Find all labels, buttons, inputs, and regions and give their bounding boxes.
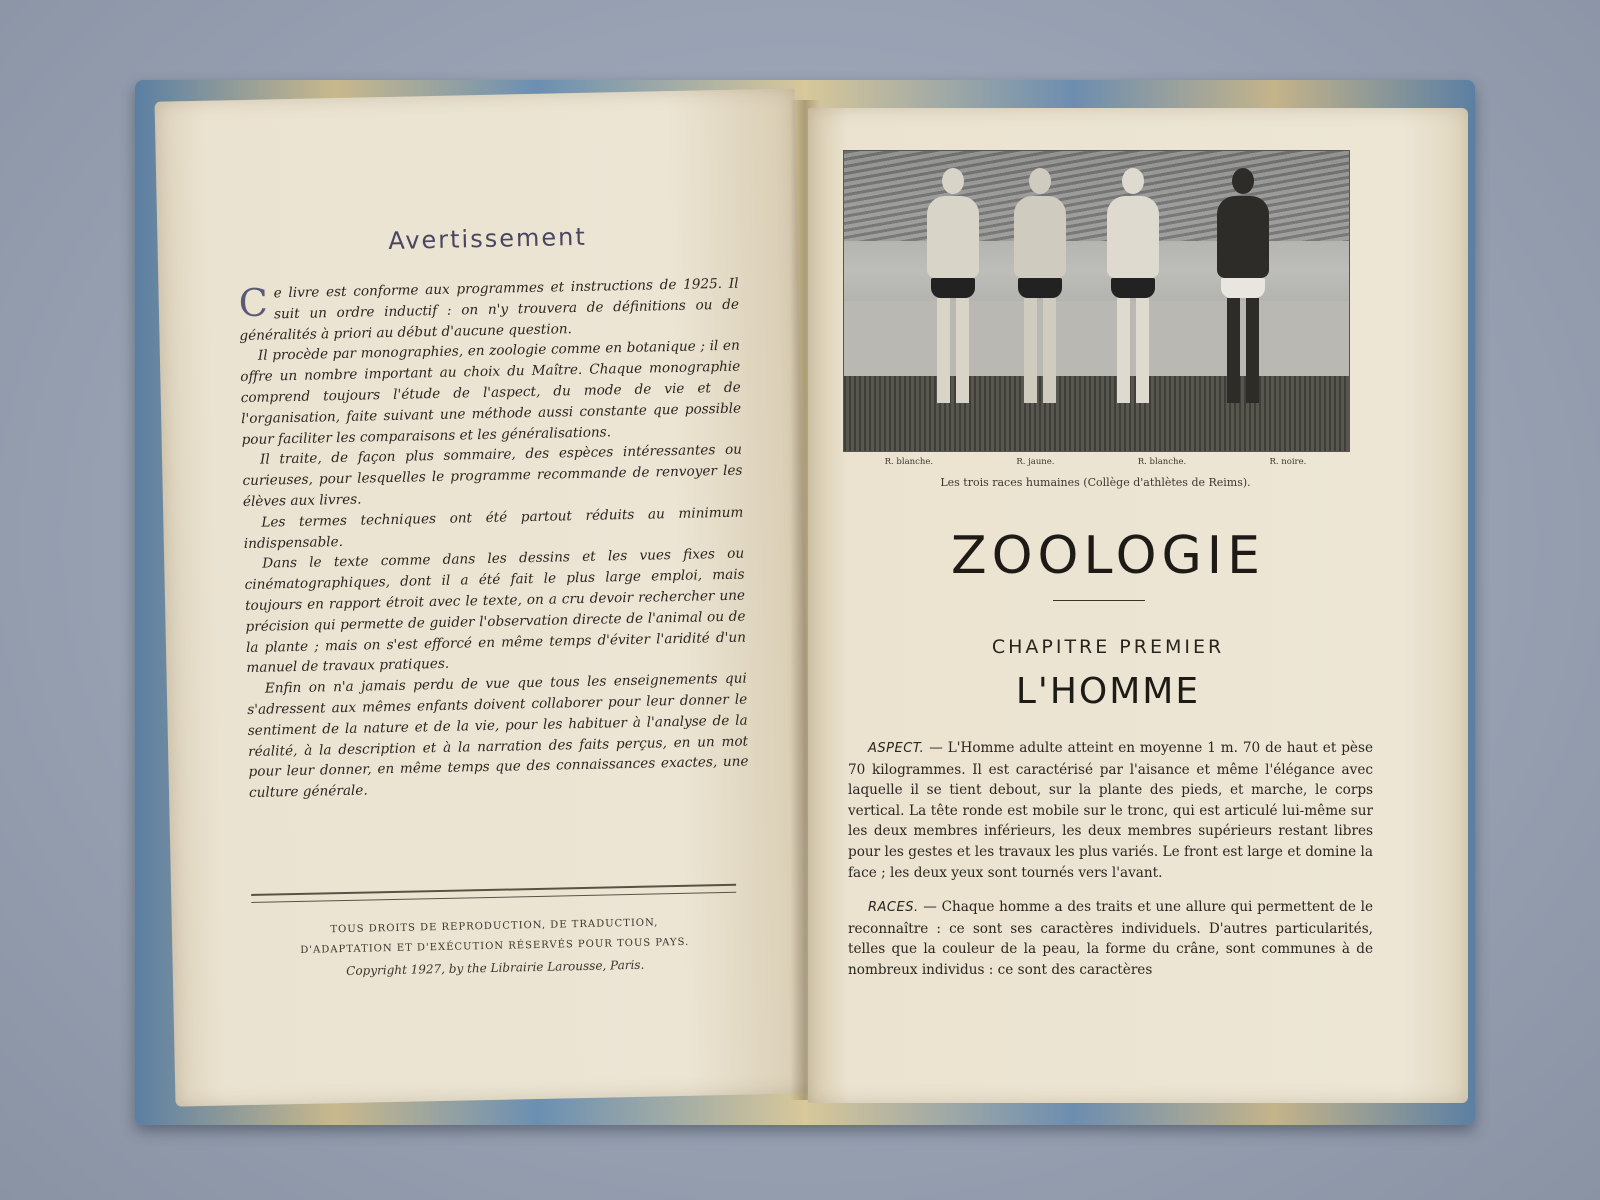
section-aspect-text: — L'Homme adulte atteint en moyenne 1 m. 70 de haut et pèse 70 kilogrammes. Il est caractérisé par l'aisance et même l'élégance avec laquelle il se tient debout, sur la plante des pieds, et marche, le corps vertical. La tête ronde est mobile sur le tronc, qui est articulé lui-même sur les deux membres inférieurs, les deux membres supérieurs restant libres pour les gestes et les travaux les plus variés. Le front est large et domine la face ; les deux yeux sont tournés vers l'avant. (848, 740, 1373, 881)
athletes-photograph (843, 150, 1350, 452)
title-rule (1053, 600, 1145, 601)
athlete-trunks (1018, 278, 1062, 298)
preface-paragraph-1-text: e livre est conforme aux programmes et instructions de 1925. Il suit un ordre inductif : on n'y trouvera de définitions ou de généralités à priori au début d'aucune question. (239, 275, 740, 344)
athlete-figure-2 (1009, 168, 1071, 403)
photo-caption: Les trois races humaines (Collège d'athlètes de Reims). (940, 476, 1251, 489)
photo-label-4: R. noire. (1269, 457, 1307, 467)
section-races-lead: RACES. (868, 900, 919, 916)
preface-paragraph-5: Dans le texte comme dans les dessins et les vues fixes ou cinématographiques, dont il a été fait le plus large emploi, mais toujours en rapport étroit avec le texte, on a cru devoir rechercher une précision qui permette de guider l'observation directe de l'animal ou de la plante ; mais on s'est efforcé en même temps d'éviter l'aridité d'un manuel de travaux pratiques. (244, 545, 747, 677)
athlete-figure-4 (1212, 168, 1274, 403)
athlete-torso (927, 196, 979, 278)
athlete-head (1122, 168, 1144, 194)
athlete-head (1029, 168, 1051, 194)
athlete-head (1232, 168, 1254, 194)
preface-paragraph-1 (238, 274, 739, 347)
athlete-trunks (1111, 278, 1155, 298)
athlete-legs (1020, 298, 1060, 403)
chapter-subject: L'HOMME (1015, 671, 1201, 712)
preface-block (237, 220, 749, 804)
section-aspect (848, 738, 1373, 883)
preface-title: Avertissement (387, 222, 587, 255)
athlete-torso (1107, 196, 1159, 278)
copyright-line: Copyright 1927, by the Librairie Larousse, Paris. (346, 957, 645, 978)
section-races (848, 897, 1373, 980)
athlete-legs (1223, 298, 1263, 403)
athlete-trunks (1221, 278, 1265, 298)
section-aspect-lead: ASPECT. (868, 741, 925, 756)
athlete-head (942, 168, 964, 194)
athlete-trunks (931, 278, 975, 298)
preface-paragraph-6: Enfin on n'a jamais perdu de vue que tous les enseignements qui s'adressent aux mêmes enfants doivent collaborer pour leur donner le sentiment de la nature et de la vie, pour les habituer à l'analyse de la réalité, à la description et à la narration des faits perçus, en un mot pour leur donner, en même temps que des connaissances exactes, une culture générale. (247, 670, 749, 802)
left-page (155, 88, 816, 1106)
athlete-torso (1217, 196, 1269, 278)
right-page (808, 108, 1468, 1103)
preface-paragraph-3: Il traite, de façon plus sommaire, des espèces intéressantes ou curieuses, pour lesquelles le programme recommande de renvoyer les élèves aux livres. (242, 441, 743, 511)
athlete-figure-1 (922, 168, 984, 403)
rights-line-1: TOUS DROITS DE REPRODUCTION, DE TRADUCTION, (330, 917, 659, 936)
athlete-legs (1113, 298, 1153, 403)
photo-label-1: R. blanche. (884, 457, 934, 467)
book-title: ZOOLOGIE (950, 526, 1265, 586)
athlete-figure-3 (1102, 168, 1164, 403)
photo-labels (843, 457, 1348, 467)
athlete-legs (933, 298, 973, 403)
rights-line-2: D'ADAPTATION ET D'EXÉCUTION RÉSERVÉS POUR TOUS PAYS. (300, 936, 690, 956)
rights-notice (252, 912, 738, 962)
photo-label-2: R. jaune. (1016, 457, 1055, 467)
chapter-heading: CHAPITRE PREMIER (991, 636, 1225, 658)
section-races-text: — Chaque homme a des traits et une allure qui permettent de le reconnaître : ce sont ses caractères individuels. D'autres particularités, telles que la couleur de la peau, la forme du crâne, sont communes à de nombreux individus : ce sont des caractères (848, 899, 1373, 978)
athlete-torso (1014, 196, 1066, 278)
preface-paragraph-4: Les termes techniques ont été partout réduits au minimum indispensable. (243, 504, 744, 552)
preface-paragraph-2: Il procède par monographies, en zoologie comme en botanique ; il en offre un nombre important au choix du Maître. Chaque monographie comprend toujours l'étude de l'aspect, du mode de vie et de l'organisation, faite suivant une méthode aussi constante que possible pour faciliter les comparaisons et les généralisations. (240, 338, 742, 448)
drop-cap: C (238, 280, 269, 326)
double-rule-divider (251, 884, 736, 903)
photo-label-3: R. blanche. (1137, 457, 1187, 467)
chapter-body (848, 738, 1373, 995)
